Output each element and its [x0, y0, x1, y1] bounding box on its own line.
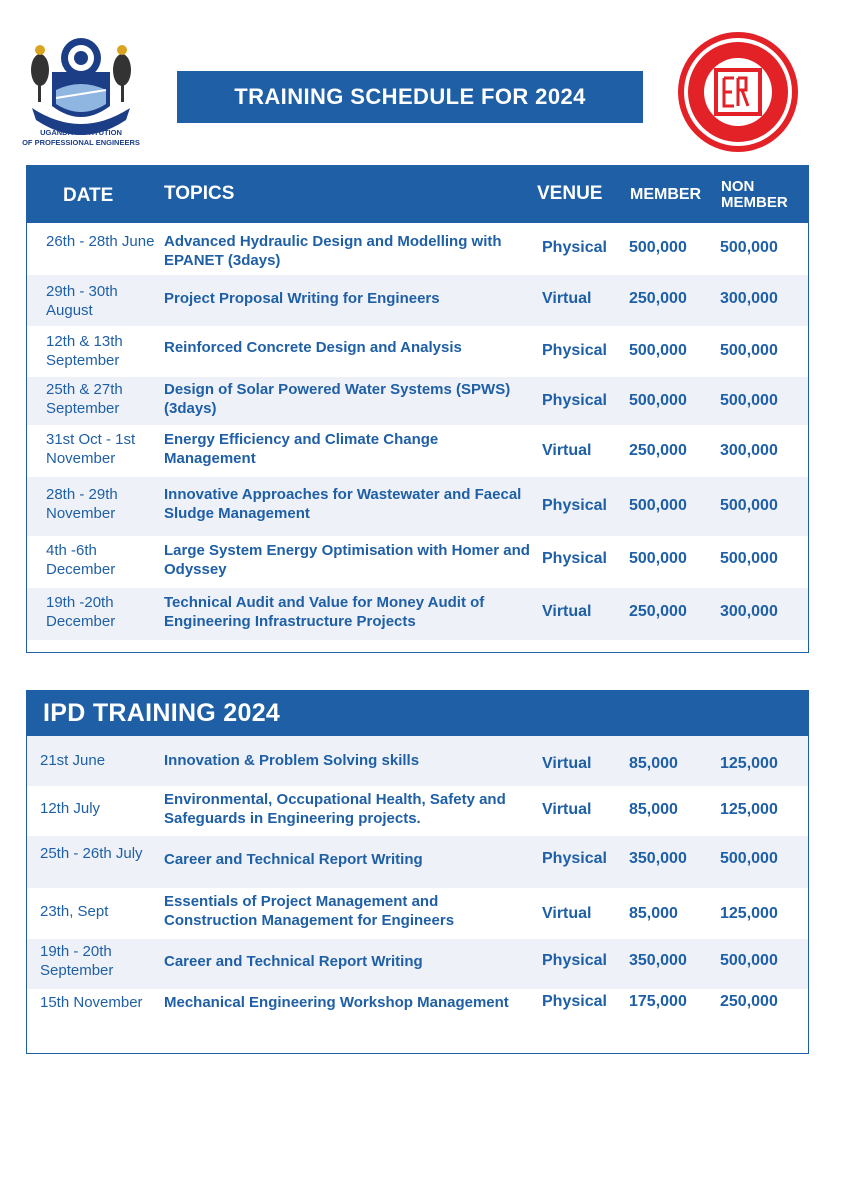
- row-member-fee: 250,000: [629, 290, 687, 307]
- table-row: [27, 786, 808, 836]
- row-venue: Physical: [542, 392, 607, 409]
- row-non-member-fee: 500,000: [720, 497, 778, 514]
- row-date: 19th - 20th September: [40, 943, 114, 979]
- row-venue: Physical: [542, 850, 607, 867]
- row-date: 31st Oct - 1st November: [46, 431, 136, 467]
- row-topic: Advanced Hydraulic Design and Modelling with EPANET (3days): [164, 233, 502, 269]
- uipe-caption-line2: OF PROFESSIONAL ENGINEERS: [22, 138, 140, 147]
- row-venue: Virtual: [542, 442, 592, 459]
- table-row: [27, 736, 808, 786]
- row-venue: Physical: [542, 550, 607, 567]
- ipd-title: IPD TRAINING 2024: [27, 691, 808, 736]
- col-date: DATE: [63, 185, 114, 206]
- row-venue: Physical: [542, 342, 607, 359]
- row-non-member-fee: 125,000: [720, 905, 778, 922]
- row-venue: Virtual: [542, 755, 592, 772]
- row-non-member-fee: 500,000: [720, 952, 778, 969]
- row-topic: Mechanical Engineering Workshop Management: [164, 994, 509, 1011]
- row-venue: Virtual: [542, 801, 592, 818]
- row-topic: Project Proposal Writing for Engineers: [164, 290, 440, 307]
- row-member-fee: 175,000: [629, 993, 687, 1010]
- table-row: [27, 477, 808, 536]
- col-member: MEMBER: [630, 186, 702, 203]
- row-topic: Innovative Approaches for Wastewater and Faecal Sludge Management: [164, 486, 522, 522]
- row-member-fee: 85,000: [629, 905, 678, 922]
- row-non-member-fee: 500,000: [720, 850, 778, 867]
- col-topics: TOPICS: [164, 183, 235, 204]
- row-venue: Virtual: [542, 290, 592, 307]
- row-topic: Career and Technical Report Writing: [164, 851, 423, 868]
- row-date: 28th - 29th November: [46, 486, 118, 522]
- col-non-member-line1: NON: [721, 178, 755, 195]
- table-row: [27, 836, 808, 888]
- row-non-member-fee: 250,000: [720, 993, 778, 1010]
- row-date: 12th & 13th September: [46, 333, 123, 369]
- table-row: [27, 588, 808, 640]
- row-topic: Design of Solar Powered Water Systems (SPWS) (3days): [164, 381, 511, 417]
- row-member-fee: 500,000: [629, 342, 687, 359]
- row-non-member-fee: 300,000: [720, 442, 778, 459]
- table-row: [27, 326, 808, 377]
- row-member-fee: 85,000: [629, 801, 678, 818]
- table-row: [27, 939, 808, 989]
- row-date: 29th - 30th August: [46, 283, 118, 319]
- table-row: [27, 377, 808, 425]
- row-topic: Innovation & Problem Solving skills: [164, 752, 420, 769]
- row-date: 15th November: [40, 994, 143, 1011]
- uipe-caption-line1: UGANDA INSTITUTION: [40, 128, 122, 137]
- table-row: [27, 536, 808, 588]
- row-member-fee: 500,000: [629, 497, 687, 514]
- table-row: [27, 223, 808, 275]
- row-venue: Physical: [542, 497, 607, 514]
- row-non-member-fee: 500,000: [720, 239, 778, 256]
- table-row: [27, 989, 808, 1051]
- table-row: [27, 425, 808, 477]
- row-date: 21st June: [40, 752, 106, 769]
- row-non-member-fee: 500,000: [720, 550, 778, 567]
- row-non-member-fee: 300,000: [720, 603, 778, 620]
- row-member-fee: 500,000: [629, 550, 687, 567]
- table-row: [27, 888, 808, 939]
- row-member-fee: 85,000: [629, 755, 678, 772]
- page-title: TRAINING SCHEDULE FOR 2024: [177, 71, 643, 123]
- row-date: 19th -20th December: [46, 594, 116, 630]
- uipe-caption: [18, 128, 144, 148]
- row-member-fee: 500,000: [629, 392, 687, 409]
- row-member-fee: 350,000: [629, 952, 687, 969]
- row-member-fee: 500,000: [629, 239, 687, 256]
- row-non-member-fee: 500,000: [720, 392, 778, 409]
- row-venue: Virtual: [542, 603, 592, 620]
- row-non-member-fee: 125,000: [720, 801, 778, 818]
- table-header: [27, 166, 808, 223]
- row-topic: Technical Audit and Value for Money Audit of Engineering Infrastructure Projects: [164, 594, 485, 630]
- row-date: 26th - 28th June: [46, 233, 155, 250]
- row-topic: Environmental, Occupational Health, Safety and Safeguards in Engineering projects.: [164, 791, 506, 827]
- row-venue: Physical: [542, 239, 607, 256]
- row-member-fee: 250,000: [629, 603, 687, 620]
- row-member-fee: 250,000: [629, 442, 687, 459]
- row-date: 25th & 27th September: [46, 381, 123, 417]
- col-non-member-line2: MEMBER: [721, 194, 788, 211]
- row-date: 25th - 26th July: [40, 845, 143, 862]
- col-venue: VENUE: [537, 183, 603, 204]
- ipd-training-table: [26, 690, 809, 1054]
- training-schedule-table: [26, 165, 809, 653]
- row-member-fee: 350,000: [629, 850, 687, 867]
- col-non-member: [721, 179, 788, 211]
- row-topic: Career and Technical Report Writing: [164, 953, 423, 970]
- row-date: 12th July: [40, 800, 101, 817]
- row-topic: Reinforced Concrete Design and Analysis: [164, 339, 462, 356]
- erb-logo: [676, 30, 800, 154]
- row-non-member-fee: 300,000: [720, 290, 778, 307]
- row-topic: Essentials of Project Management and Construction Management for Engineers: [164, 893, 455, 929]
- row-non-member-fee: 125,000: [720, 755, 778, 772]
- row-venue: Physical: [542, 952, 607, 969]
- table-row: [27, 275, 808, 326]
- row-topic: Large System Energy Optimisation with Homer and Odyssey: [164, 542, 530, 578]
- row-topic: Energy Efficiency and Climate Change Management: [164, 431, 439, 467]
- row-date: 4th -6th December: [46, 542, 116, 578]
- row-date: 23th, Sept: [40, 903, 109, 920]
- row-non-member-fee: 500,000: [720, 342, 778, 359]
- row-venue: Virtual: [542, 905, 592, 922]
- row-venue: Physical: [542, 993, 607, 1010]
